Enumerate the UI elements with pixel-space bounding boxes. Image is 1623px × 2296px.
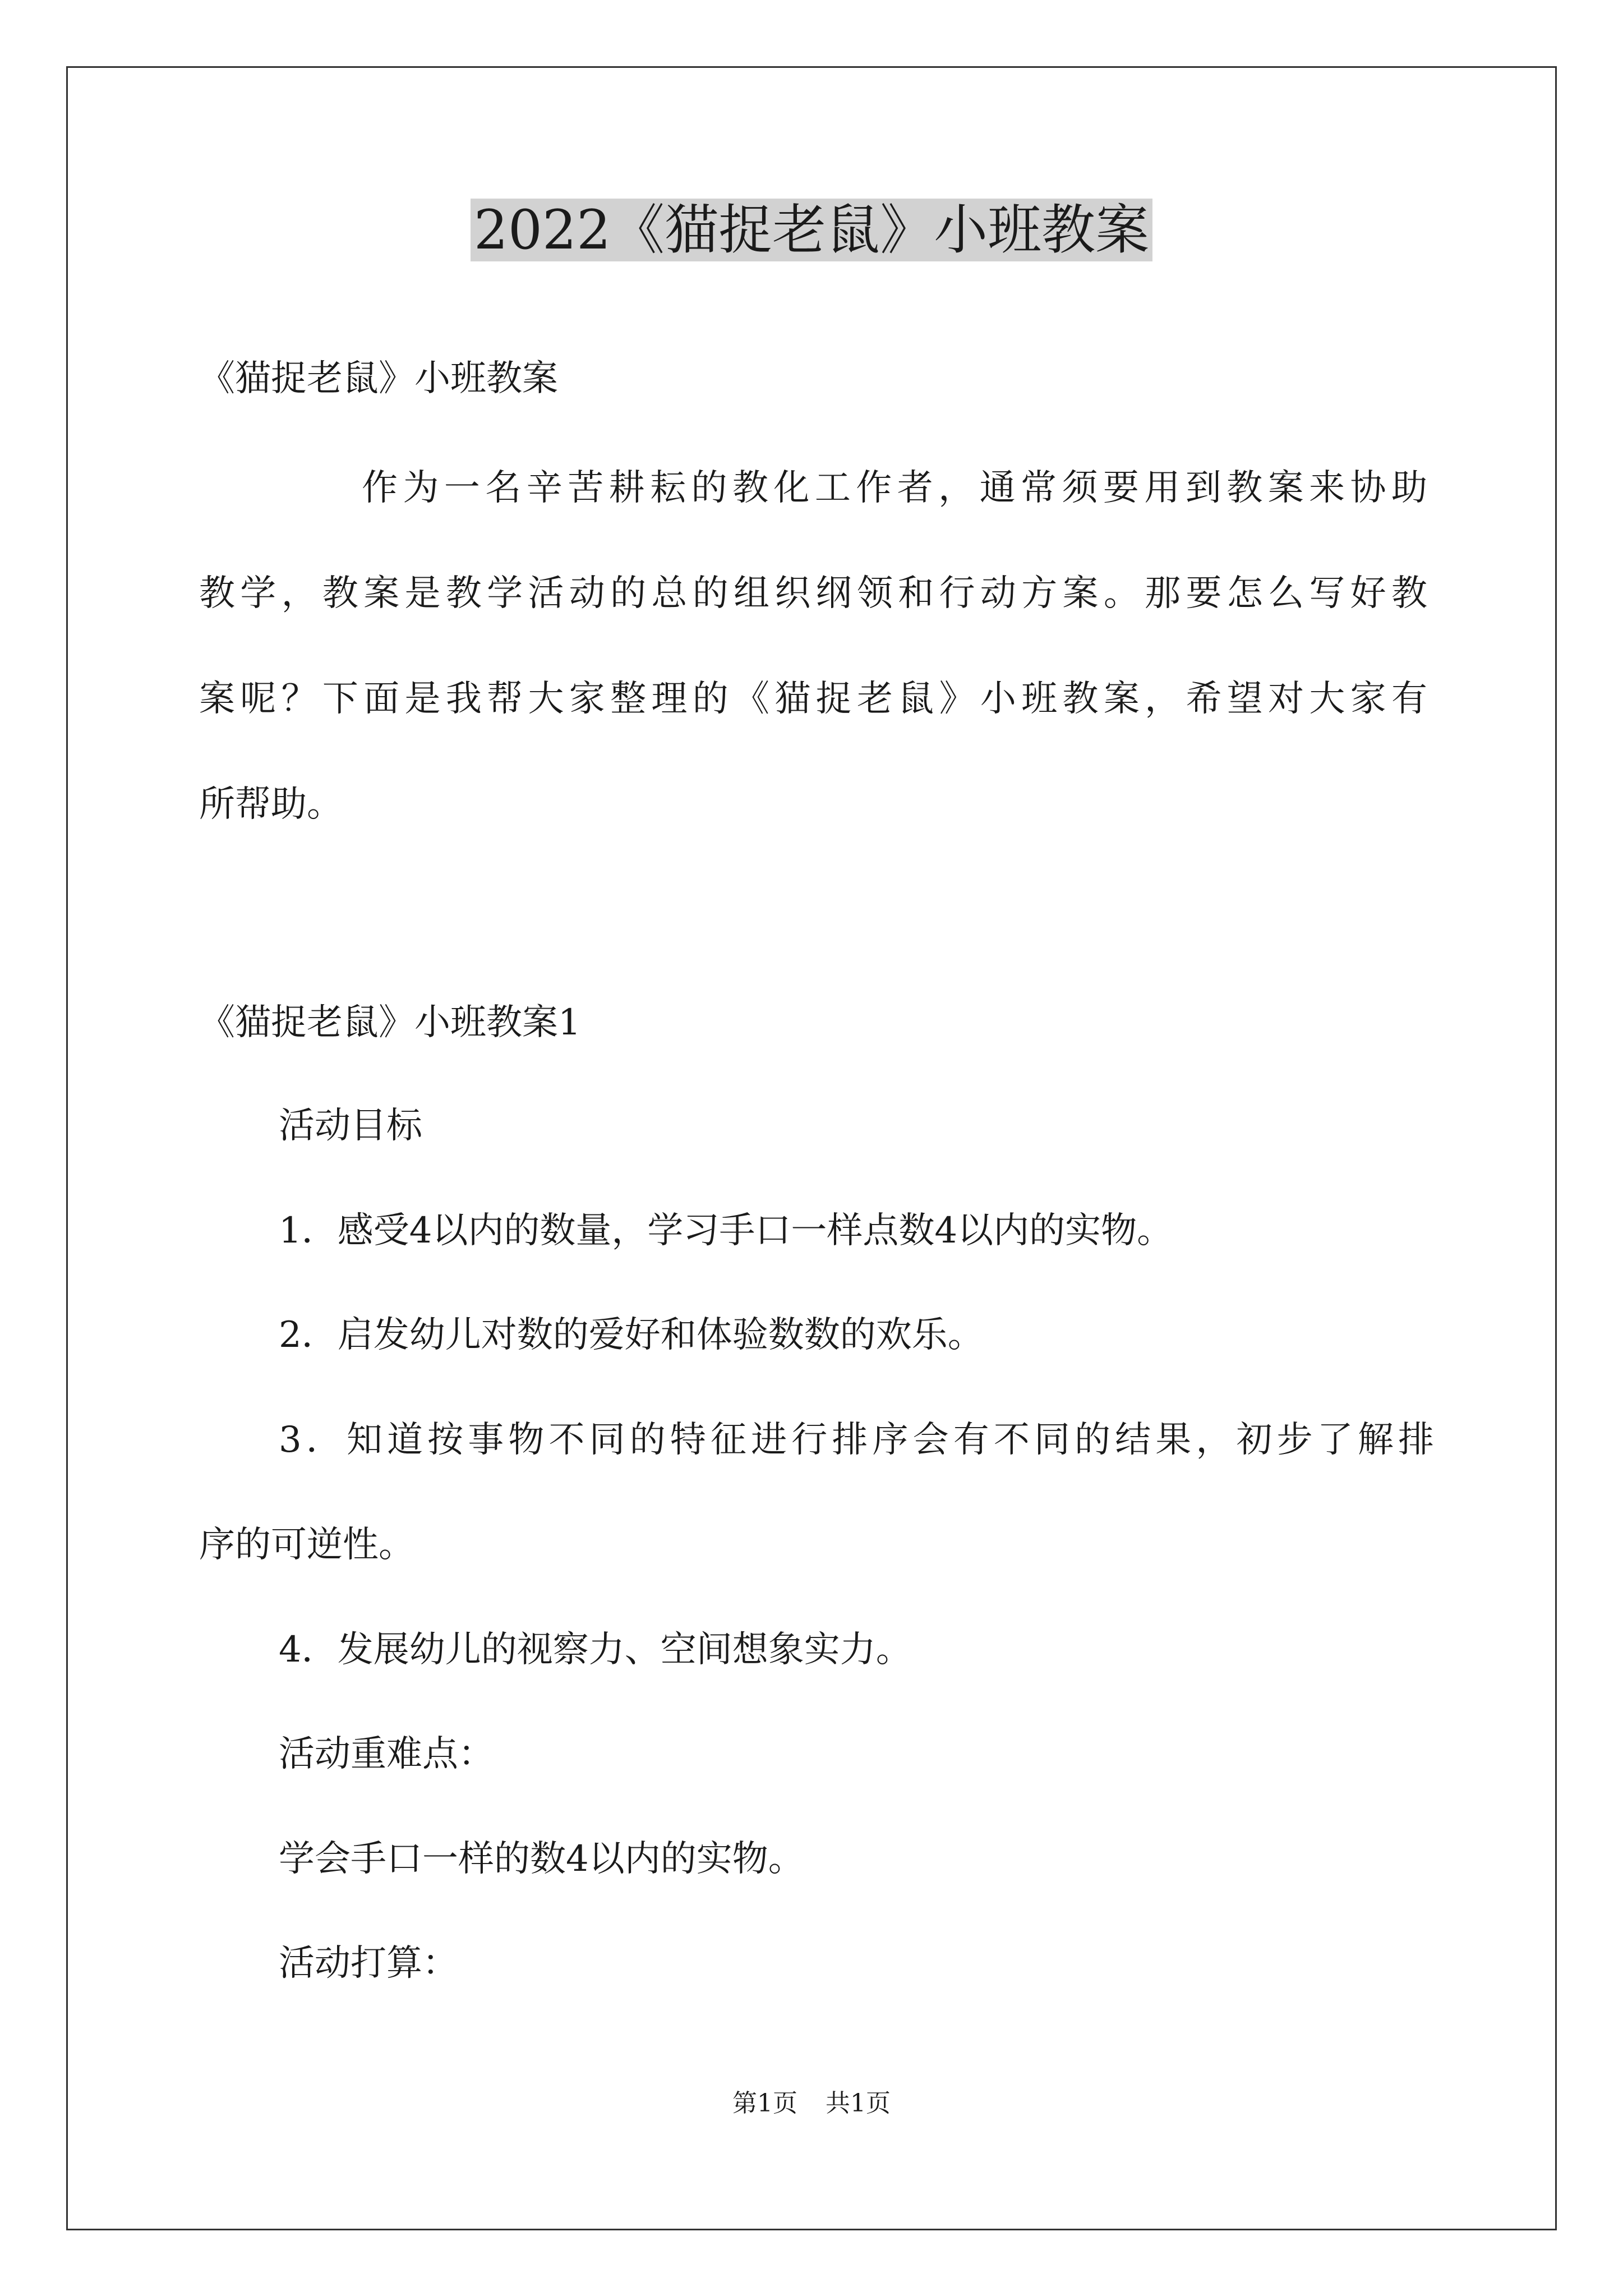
- document-subtitle: 《猫捉老鼠》小班教案: [199, 358, 558, 399]
- key-heading: 活动重难点：: [279, 1733, 494, 1775]
- page-footer: [0, 2087, 1623, 2120]
- section1-heading: 《猫捉老鼠》小班教案1: [199, 1002, 581, 1043]
- document-title: [0, 191, 1623, 269]
- page-number: 第1页: [732, 2089, 797, 2118]
- intro-line-3: 案呢？下面是我帮大家整理的《猫捉老鼠》小班教案，希望对大家有: [199, 678, 1427, 720]
- goal-item-3: 3．知道按事物不同的特征进行排序会有不同的结果，初步了解排: [279, 1419, 1434, 1461]
- intro-line-1: 作为一名辛苦耕耘的教化工作者，通常须要用到教案来协助: [362, 467, 1427, 509]
- prep-heading: 活动打算：: [279, 1943, 458, 1984]
- page-total: 共1页: [826, 2089, 891, 2118]
- document-title-text: 2022《猫捉老鼠》小班教案: [471, 199, 1152, 261]
- goal-item-4: 4．发展幼儿的视察力、空间想象实力。: [279, 1629, 912, 1671]
- goal-item-1: 1．感受4以内的数量，学习手口一样点数4以内的实物。: [279, 1210, 1173, 1251]
- key-point: 学会手口一样的数4以内的实物。: [279, 1838, 804, 1880]
- intro-line-2: 教学，教案是教学活动的总的组织纲领和行动方案。那要怎么写好教: [199, 573, 1427, 614]
- intro-line-4: 所帮助。: [199, 784, 343, 825]
- goal-item-3-cont: 序的可逆性。: [199, 1524, 414, 1566]
- goal-heading: 活动目标: [279, 1105, 422, 1147]
- goal-item-2: 2．启发幼儿对数的爱好和体验数数的欢乐。: [279, 1314, 984, 1356]
